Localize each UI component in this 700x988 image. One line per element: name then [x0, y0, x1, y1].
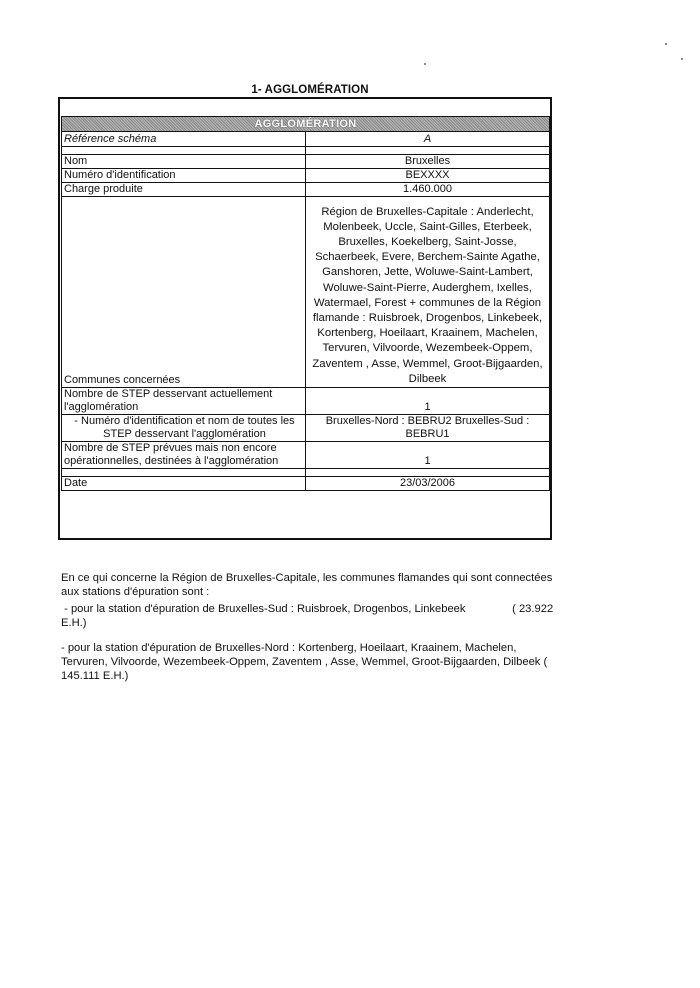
date-value: 23/03/2006	[306, 477, 550, 491]
page-title: 1- AGGLOMÉRATION	[251, 84, 369, 96]
table-row	[62, 415, 550, 442]
table-header: AGGLOMÉRATION	[62, 117, 550, 132]
date-label: Date	[62, 477, 306, 491]
table-row	[62, 477, 550, 491]
agglomeration-table	[61, 116, 550, 491]
notes-nord: - pour la station d'épuration de Bruxelles-Nord : Kortenberg, Hoeilaart, Kraainem, Machelen, Tervuren, Vilvoorde, Wezembeek-Oppem, Zaventem , Asse, Wemmel, Groot-Bijgaarden, Dilbeek ( 145.111 E.H.)	[61, 642, 548, 682]
nom-label: Nom	[62, 155, 306, 169]
step-names-label: - Numéro d'identification et nom de toutes les STEP desservant l'agglomération	[62, 415, 306, 442]
scan-speck	[665, 43, 667, 45]
nom-value: Bruxelles	[306, 155, 550, 169]
step-names-value: Bruxelles-Nord : BEBRU2 Bruxelles-Sud : BEBRU1	[306, 415, 550, 442]
table-row	[62, 388, 550, 415]
table-row	[62, 132, 550, 147]
table-row	[62, 183, 550, 197]
step-planned-value: 1	[306, 442, 550, 469]
notes-sud: - pour la station d'épuration de Bruxelles-Sud : Ruisbroek, Drogenbos, Linkebeek ( 23.922 E.H.)	[61, 603, 557, 629]
table-row	[62, 197, 550, 388]
communes-label: Communes concernées	[62, 197, 306, 388]
id-value: BEXXXX	[306, 169, 550, 183]
communes-value: Région de Bruxelles-Capitale : Anderlecht, Molenbeek, Uccle, Saint-Gilles, Eterbeek, Bruxelles, Koekelberg, Saint-Josse, Schaerbeek, Evere, Berchem-Sainte Agathe, Ganshoren, Jette, Woluwe-Saint-Lambert, Woluwe-Saint-Pierre, Auderghem, Ixelles, Watermael, Forest + communes de la Région flamande : Ruisbroek, Drogenbos, Linkebeek, Kortenberg, Hoeilaart, Kraainem, Machelen, Tervuren, Vilvoorde, Wezembeek-Oppem, Zaventem , Asse, Wemmel, Groot-Bijgaarden, Dilbeek	[306, 197, 550, 388]
step-planned-label: Nombre de STEP prévues mais non encore opérationnelles, destinées à l'agglomération	[62, 442, 306, 469]
spacer-row	[62, 469, 550, 477]
scan-speck	[424, 63, 426, 65]
table-row	[62, 442, 550, 469]
scan-speck	[681, 58, 683, 60]
charge-value: 1.460.000	[306, 183, 550, 197]
reference-label: Référence schéma	[62, 132, 306, 147]
step-count-value: 1	[306, 388, 550, 415]
notes-intro: En ce qui concerne la Région de Bruxelles-Capitale, les communes flamandes qui sont connectées aux stations d'épuration sont :	[61, 572, 553, 598]
reference-value: A	[306, 132, 550, 147]
charge-label: Charge produite	[62, 183, 306, 197]
id-label: Numéro d'identification	[62, 169, 306, 183]
step-count-label: Nombre de STEP desservant actuellement l'agglomération	[62, 388, 306, 415]
table-row	[62, 169, 550, 183]
spacer-row	[62, 147, 550, 155]
table-row	[62, 155, 550, 169]
table-header-row	[62, 117, 550, 132]
